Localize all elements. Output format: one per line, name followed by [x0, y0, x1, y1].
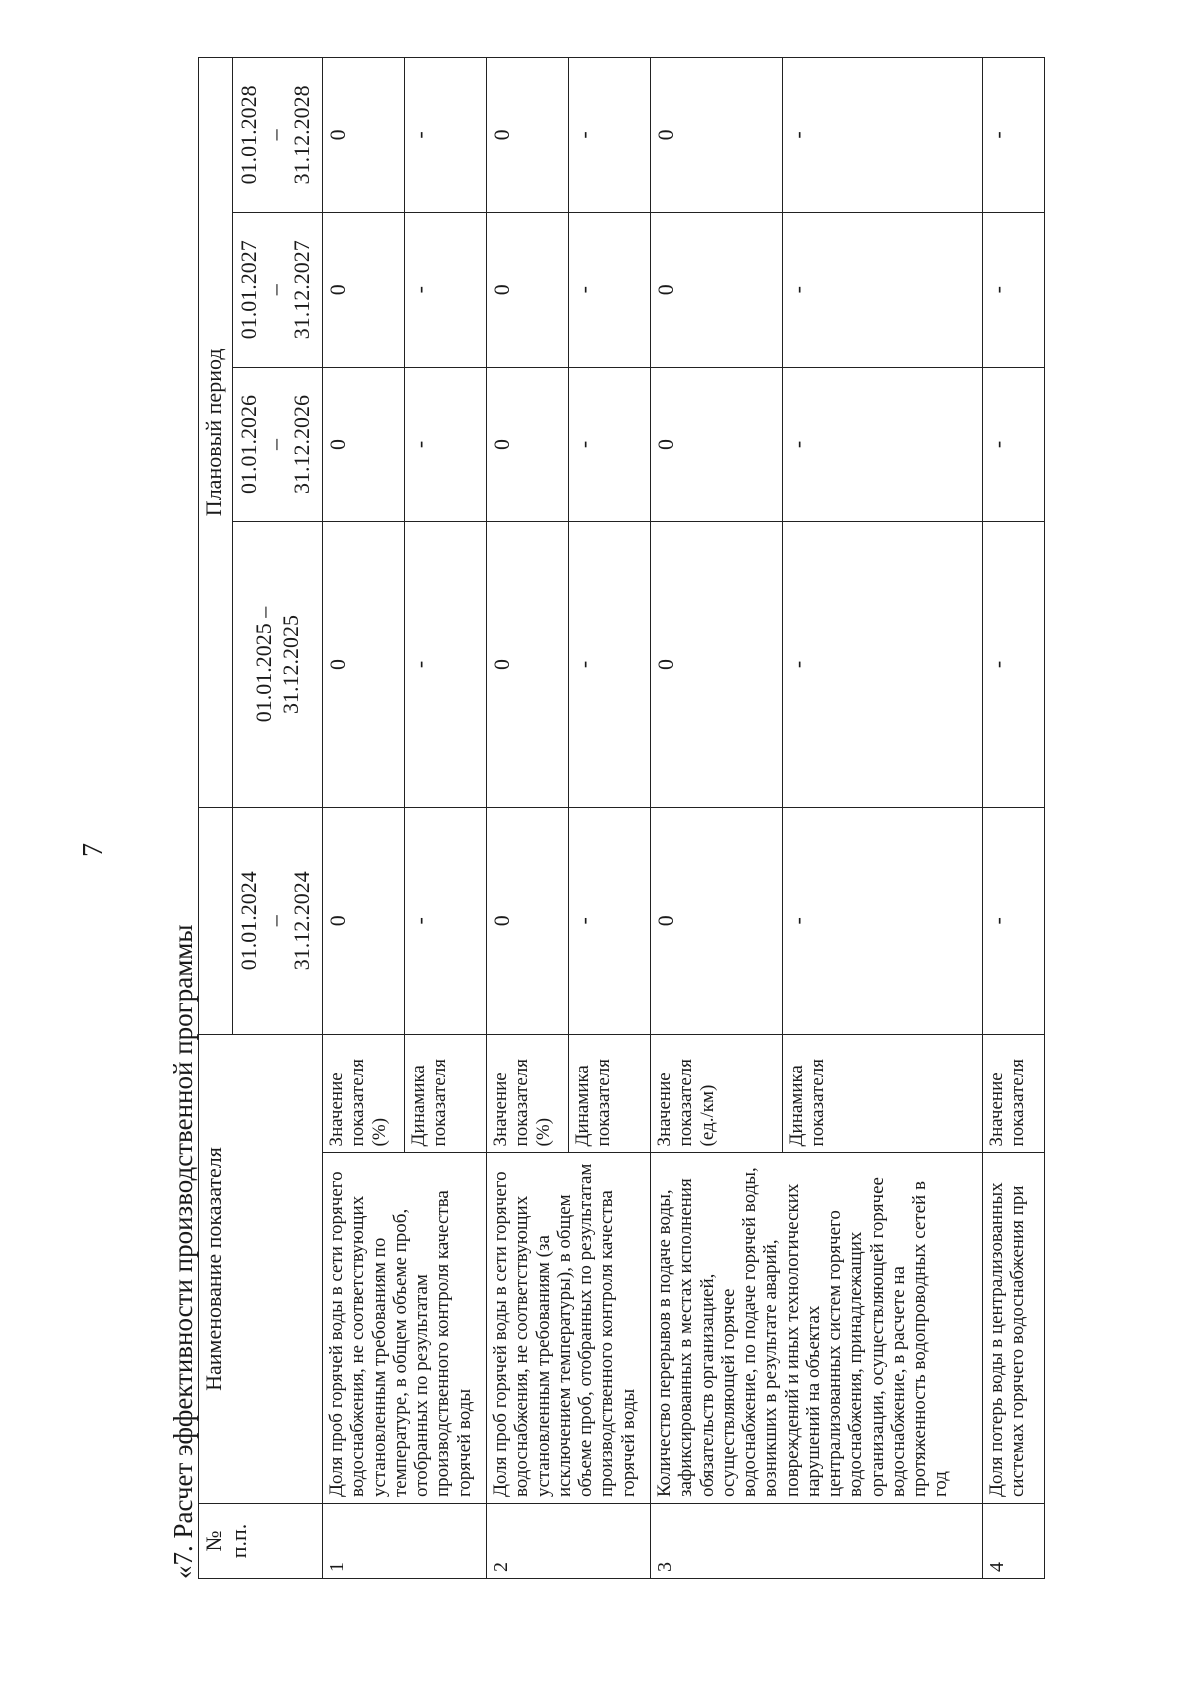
row-num: 2 [487, 1504, 651, 1579]
period-2025: 01.01.2025 – 31.12.2025 [233, 522, 323, 807]
value-label: Значение показателя (%) [323, 1034, 405, 1153]
dynamics-cell: - [783, 367, 983, 522]
value-cell: - [983, 367, 1045, 522]
dynamics-cell: - [569, 807, 651, 1034]
dynamics-cell: - [405, 522, 487, 807]
value-cell: 0 [323, 367, 405, 522]
dynamics-cell: - [569, 212, 651, 367]
value-cell: 0 [651, 522, 783, 807]
section-title: «7. Расчет эффективности производственной программы [168, 924, 198, 1579]
dynamics-cell: - [405, 367, 487, 522]
value-cell: 0 [487, 807, 569, 1034]
value-cell: 0 [323, 807, 405, 1034]
header-name: Наименование показателя [199, 1034, 323, 1503]
value-cell: 0 [487, 58, 569, 213]
period-2026: 01.01.2026 – 31.12.2026 [233, 367, 323, 522]
value-cell: 0 [487, 212, 569, 367]
page-number: 7 [78, 843, 109, 857]
value-cell: 0 [323, 522, 405, 807]
dynamics-cell: - [405, 807, 487, 1034]
row-num: 3 [651, 1504, 983, 1579]
dynamics-cell: - [569, 58, 651, 213]
value-cell: - [983, 212, 1045, 367]
value-cell: - [983, 807, 1045, 1034]
indicator-name: Доля проб горячей воды в сети горячего водоснабжения, не соответствующих установленным требованиям по температуре, в общем объеме проб, отобранных по результатам производственного контроля качества горячей воды [323, 1153, 487, 1504]
dynamics-cell: - [783, 58, 983, 213]
value-cell: - [983, 522, 1045, 807]
dynamics-label: Динамика показателя [783, 1034, 983, 1153]
indicator-name: Количество перерывов в подаче воды, зафиксированных в местах исполнения обязательств организацией, осуществляющей горячее водоснабжение, по подаче горячей воды, возникших в результате аварий, повреждений и иных технологических нарушений на объектах централизованных систем горячего водоснабжения, принадлежащих организации, осуществляющей горячее водоснабжение, в расчете на протяженность водопроводных сетей в год [651, 1153, 983, 1504]
dynamics-label: Динамика показателя [569, 1034, 651, 1153]
value-label: Значение показателя (%) [487, 1034, 569, 1153]
header-planned-period: Плановый период [199, 58, 233, 808]
header-num: № п.п. [199, 1504, 323, 1579]
value-cell: 0 [323, 58, 405, 213]
dynamics-cell: - [405, 212, 487, 367]
period-2027: 01.01.2027 – 31.12.2027 [233, 212, 323, 367]
period-2028: 01.01.2028 – 31.12.2028 [233, 58, 323, 213]
indicators-table [198, 57, 1045, 1579]
value-cell: 0 [323, 212, 405, 367]
dynamics-cell: - [569, 367, 651, 522]
value-label: Значение показателя (ед./км) [651, 1034, 783, 1153]
dynamics-cell: - [569, 522, 651, 807]
dynamics-cell: - [783, 807, 983, 1034]
dynamics-cell: - [405, 58, 487, 213]
header-blank [199, 807, 233, 1034]
value-cell: 0 [487, 367, 569, 522]
value-cell: 0 [651, 212, 783, 367]
value-cell: 0 [487, 522, 569, 807]
value-label: Значение показателя [983, 1034, 1045, 1153]
indicator-name: Доля потерь воды в централизованных системах горячего водоснабжения при [983, 1153, 1045, 1504]
value-cell: - [983, 58, 1045, 213]
dynamics-label: Динамика показателя [405, 1034, 487, 1153]
value-cell: 0 [651, 367, 783, 522]
dynamics-cell: - [783, 522, 983, 807]
dynamics-cell: - [783, 212, 983, 367]
value-cell: 0 [651, 807, 783, 1034]
row-num: 4 [983, 1504, 1045, 1579]
indicator-name: Доля проб горячей воды в сети горячего водоснабжения, не соответствующих установленным требованиям (за исключением температуры), в общем объеме проб, отобранных по результатам производственного контроля качества горячей воды [487, 1153, 651, 1504]
row-num: 1 [323, 1504, 487, 1579]
period-2024: 01.01.2024 – 31.12.2024 [233, 807, 323, 1034]
value-cell: 0 [651, 58, 783, 213]
